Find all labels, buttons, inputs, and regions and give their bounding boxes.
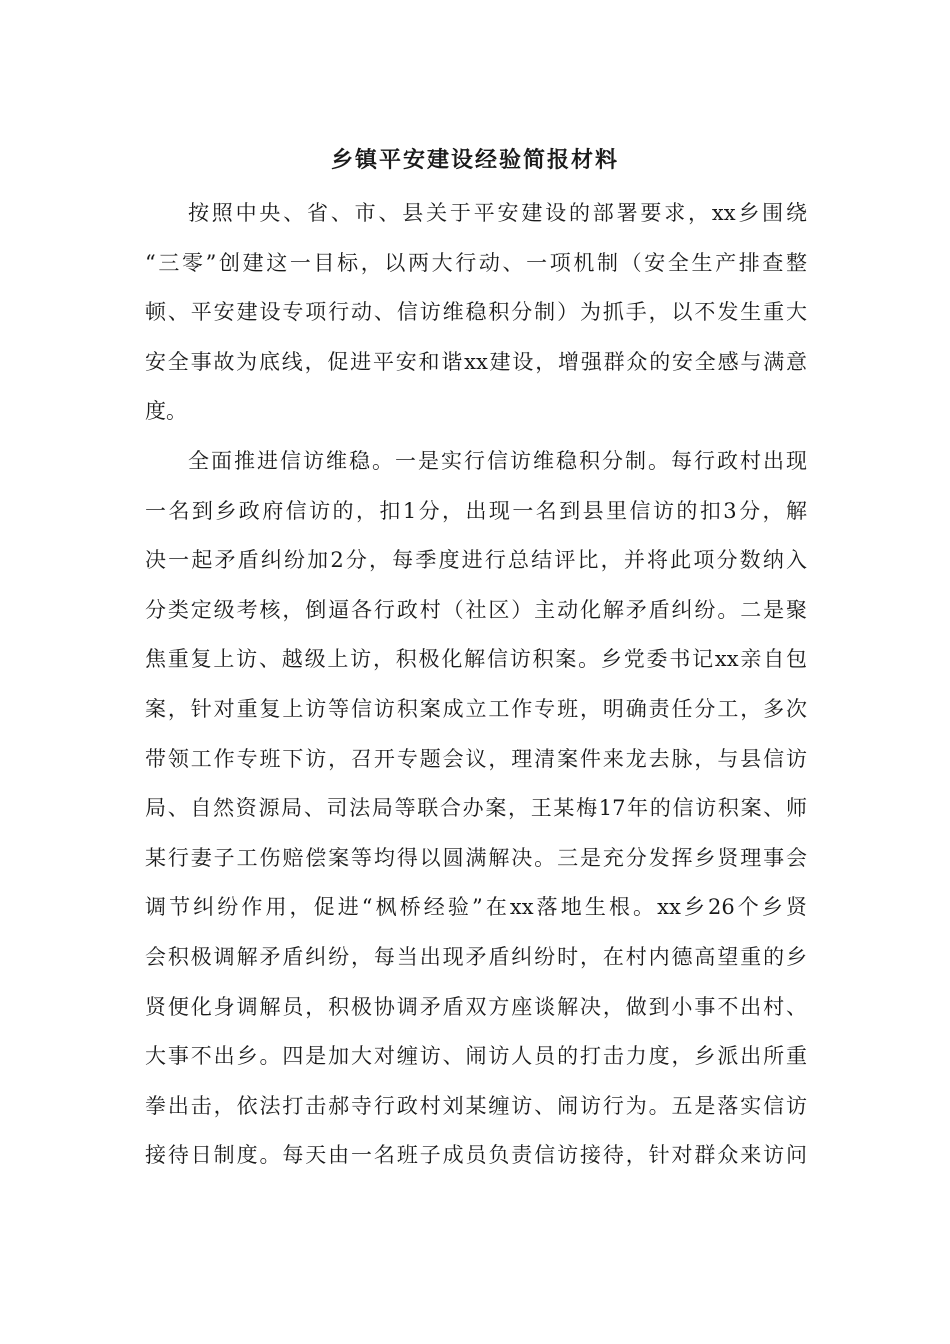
- paragraph-2-line: 某行妻子工伤赔偿案等均得以圆满解决。三是充分发挥乡贤理事会: [145, 845, 807, 870]
- paragraph-1-line: 顿、平安建设专项行动、信访维稳积分制）为抓手，以不发生重大: [145, 300, 807, 325]
- paragraph-2-line: 大事不出乡。四是加大对缠访、闹访人员的打击力度，乡派出所重: [145, 1044, 807, 1069]
- paragraph-2-line: 局、自然资源局、司法局等联合办案，王某梅17年的信访积案、师: [145, 796, 807, 821]
- paragraph-2-line: 拳出击，依法打击郝寺行政村刘某缠访、闹访行为。五是落实信访: [145, 1093, 807, 1118]
- paragraph-1: [145, 189, 807, 437]
- paragraph-2-line: 全面推进信访维稳。一是实行信访维稳积分制。每行政村出现: [188, 448, 807, 473]
- paragraph-1-line: 按照中央、省、市、县关于平安建设的部署要求，xx乡围绕: [188, 201, 807, 225]
- paragraph-2-line: 带领工作专班下访，召开专题会议，理清案件来龙去脉，与县信访: [145, 746, 807, 771]
- paragraph-2-line: 调节纠纷作用，促进“枫桥经验”在xx落地生根。xx乡26个乡贤: [145, 895, 807, 920]
- paragraph-1-line: 安全事故为底线，促进平安和谐xx建设，增强群众的安全感与满意: [145, 349, 807, 374]
- document-body: [145, 189, 807, 1181]
- paragraph-2-line: 一名到乡政府信访的，扣1分，出现一名到县里信访的扣3分，解: [145, 498, 807, 523]
- paragraph-2-line: 决一起矛盾纠纷加2分，每季度进行总结评比，并将此项分数纳入: [145, 548, 807, 573]
- paragraph-2-line: 分类定级考核，倒逼各行政村（社区）主动化解矛盾纠纷。二是聚: [145, 597, 807, 622]
- paragraph-1-line: 度。: [145, 399, 187, 424]
- paragraph-2: [145, 437, 807, 1181]
- paragraph-2-line: 案，针对重复上访等信访积案成立工作专班，明确责任分工，多次: [145, 696, 807, 721]
- paragraph-2-line: 接待日制度。每天由一名班子成员负责信访接待，针对群众来访问: [145, 1143, 807, 1168]
- paragraph-2-line: 贤便化身调解员，积极协调矛盾双方座谈解决，做到小事不出村、: [145, 994, 807, 1019]
- document-title: 乡镇平安建设经验简报材料: [330, 147, 619, 173]
- paragraph-1-line: “三零”创建这一目标，以两大行动、一项机制（安全生产排查整: [145, 250, 807, 275]
- paragraph-2-line: 会积极调解矛盾纠纷，每当出现矛盾纠纷时，在村内德高望重的乡: [145, 944, 807, 969]
- paragraph-2-line: 焦重复上访、越级上访，积极化解信访积案。乡党委书记xx亲自包: [145, 647, 807, 672]
